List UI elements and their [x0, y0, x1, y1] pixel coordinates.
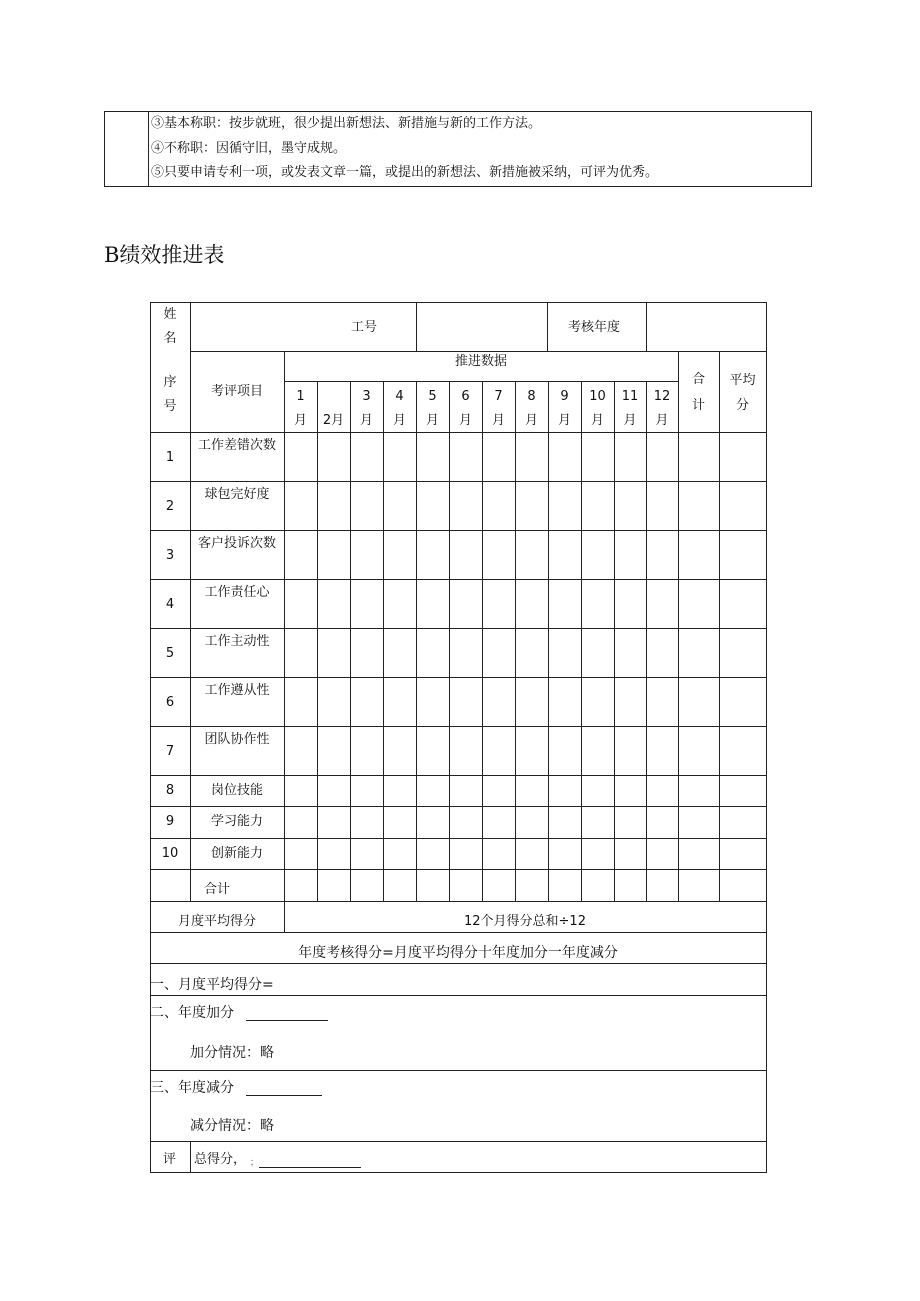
- avg-label-2: 分: [735, 398, 749, 413]
- name-label-2: 名: [163, 331, 177, 346]
- month-10-unit: 月: [590, 413, 604, 428]
- table-row-seq: 5: [165, 646, 175, 661]
- month-2-number: 2月: [322, 413, 345, 428]
- month-11-number: 11: [621, 389, 639, 404]
- total-score-blank[interactable]: [259, 1167, 361, 1168]
- seq-label-1: 序: [163, 375, 177, 390]
- data-label: 推进数据: [454, 354, 507, 369]
- month-6-unit: 月: [458, 413, 472, 428]
- table-row-item: 工作主动性: [204, 634, 270, 649]
- month-9-number: 9: [560, 389, 569, 404]
- month-10-number: 10: [589, 389, 606, 404]
- bonus-blank[interactable]: [246, 1020, 328, 1021]
- annual-formula: 年度考核得分=月度平均得分十年度加分一年度减分: [298, 945, 618, 961]
- month-12-number: 12: [653, 389, 671, 404]
- total-label-2: 计: [691, 398, 705, 413]
- deduct-detail: 减分情况：略: [190, 1118, 274, 1134]
- month-7-number: 7: [494, 389, 503, 404]
- table-row-item: 岗位技能: [210, 783, 263, 798]
- table-row-item: 创新能力: [210, 846, 263, 861]
- month-8-unit: 月: [524, 413, 538, 428]
- table-row-item: 学习能力: [210, 814, 263, 829]
- monthly-avg-label: 月度平均得分: [177, 914, 256, 929]
- bonus-detail: 加分情况：略: [190, 1045, 274, 1061]
- month-4-unit: 月: [392, 413, 406, 428]
- employee-id-label: 工号: [351, 320, 378, 335]
- annual-line-deduct: 三、年度减分: [150, 1080, 234, 1096]
- month-1-number: 1: [296, 389, 305, 404]
- table-row-item: 客户投诉次数: [197, 536, 276, 551]
- month-8-number: 8: [527, 389, 536, 404]
- table-row-item: 团队协作性: [204, 732, 270, 747]
- item-label: 考评项目: [210, 384, 263, 399]
- table-row-item: 工作遵从性: [204, 683, 270, 698]
- month-5-unit: 月: [425, 413, 439, 428]
- table-row-item: 工作责任心: [204, 585, 270, 600]
- month-3-number: 3: [362, 389, 371, 404]
- monthly-avg-formula: 12个月得分总和÷12: [464, 914, 586, 929]
- year-label: 考核年度: [568, 320, 621, 335]
- month-5-number: 5: [428, 389, 437, 404]
- annual-line-avg: 一、月度平均得分=: [150, 977, 274, 993]
- table-row-seq: 7: [165, 744, 175, 759]
- name-label-1: 姓: [163, 307, 177, 322]
- table-row-seq: 3: [165, 548, 175, 563]
- month-9-unit: 月: [557, 413, 571, 428]
- seq-label-2: 号: [163, 399, 177, 414]
- total-label-1: 合: [691, 372, 705, 387]
- month-12-unit: 月: [655, 413, 669, 428]
- table-row-seq: 6: [165, 695, 175, 710]
- table-row-seq: 9: [165, 814, 175, 829]
- table-row-seq: 1: [165, 450, 175, 465]
- sum-label: 合计: [203, 882, 230, 897]
- table-row-seq: 4: [165, 597, 175, 612]
- month-7-unit: 月: [491, 413, 505, 428]
- table-row-seq: 8: [165, 783, 175, 798]
- eval-label: 评: [163, 1152, 177, 1167]
- month-6-number: 6: [461, 389, 470, 404]
- table-row-item: 球包完好度: [204, 487, 270, 502]
- criteria-excellent: ⑤只要申请专利一项，或发表文章一篇，或提出的新想法、新措施被采纳，可评为优秀。: [151, 165, 659, 180]
- month-1-unit: 月: [293, 413, 307, 428]
- criteria-incompetent: ④不称职：因循守旧，墨守成规。: [151, 141, 347, 156]
- total-score-label: 总得分，: [194, 1152, 247, 1167]
- month-11-unit: 月: [623, 413, 637, 428]
- month-3-unit: 月: [359, 413, 373, 428]
- section-title: B绩效推进表: [104, 243, 225, 267]
- criteria-basic-competent: ③基本称职：按步就班，很少提出新想法、新措施与新的工作方法。: [151, 116, 542, 131]
- month-4-number: 4: [395, 389, 404, 404]
- avg-label-1: 平均: [729, 373, 756, 388]
- deduct-blank[interactable]: [246, 1095, 322, 1096]
- table-row-seq: 10: [161, 846, 179, 861]
- annual-line-bonus: 二、年度加分: [150, 1005, 234, 1021]
- total-score-mark: ；: [250, 1158, 260, 1168]
- table-row-item: 工作差错次数: [197, 438, 276, 453]
- table-row-seq: 2: [165, 499, 175, 514]
